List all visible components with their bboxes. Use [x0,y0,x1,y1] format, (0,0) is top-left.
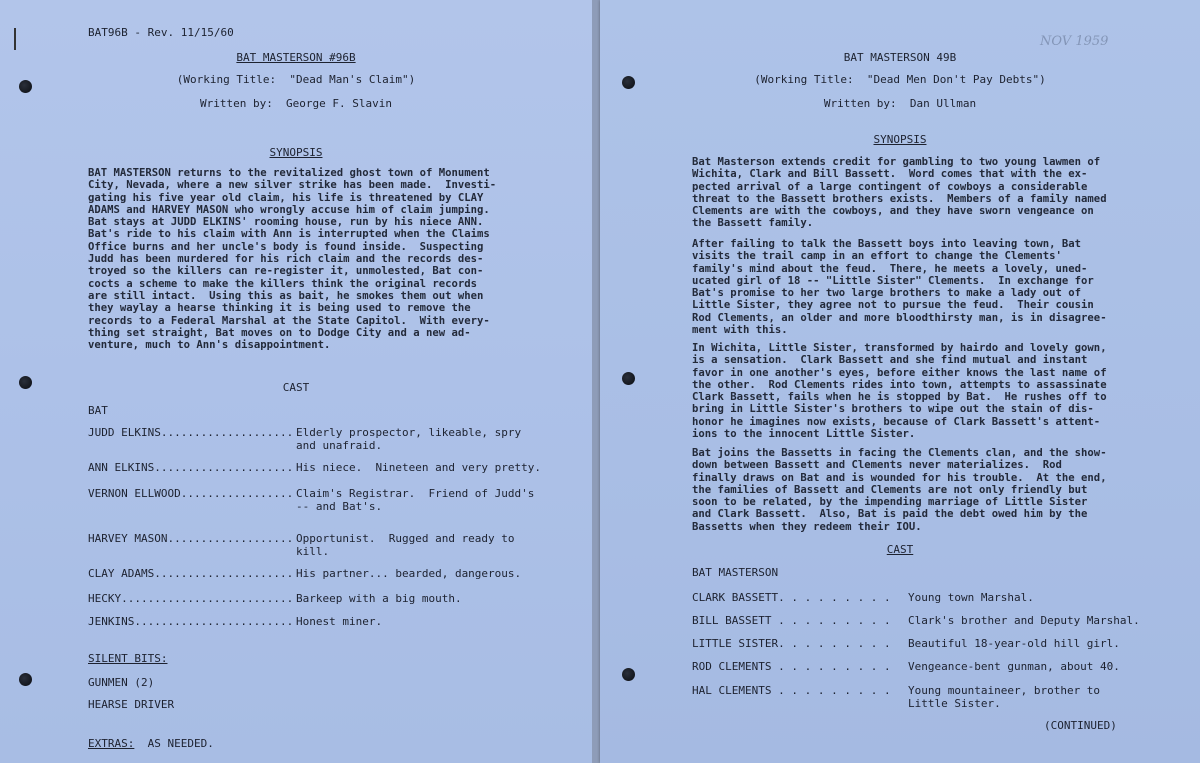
written-by: Written by: George F. Slavin [199,97,393,110]
cast-name: HARVEY MASON................... [88,532,294,545]
continued-label: (CONTINUED) [1044,719,1117,732]
cast-description: Barkeep with a big mouth. [296,592,462,605]
text-line: they waylay a hearse thinking it is being used to remove the [88,302,471,315]
text-line: Little Sister, they agree not to pursue the feud. Their cousin [692,299,1094,312]
text-line: bring in Little Sister's brothers to wipe out the stain of dis- [692,403,1094,416]
text-line: troyed so the killers can re-register it, unmolested, Bat con- [88,265,484,278]
cast-heading: CAST [886,543,914,556]
cast-description: Beautiful 18-year-old hill girl. [908,637,1120,650]
cast-description: Clark's brother and Deputy Marshal. [908,614,1140,627]
text-line: cocts a scheme to make the killers think the original records [88,277,478,290]
binder-hole [19,673,32,686]
cast-description: Opportunist. Rugged and ready to kill. [296,532,515,558]
text-line: ment with this. [692,324,788,337]
synopsis-heading: SYNOPSIS [873,133,927,146]
text-line: records to a Federal Marshal at the State Capitol. With every- [88,314,490,327]
text-line: the families of Bassett and Clements are not only friendly but [692,483,1088,496]
cast-description: Vengeance-bent gunman, about 40. [908,660,1120,673]
cast-description: His niece. Nineteen and very pretty. [296,461,542,474]
text-line: ADAMS and HARVEY MASON who wrongly accuse him of claim jumping. [88,203,490,216]
text-line: BAT MASTERSON returns to the revitalized ghost town of Monument [88,167,490,179]
cast-name: ANN ELKINS..................... [88,461,294,474]
text-line: ucated girl of 18 -- "Little Sister" Clements. In exchange for [692,274,1094,287]
synopsis-paragraph [692,156,1162,230]
silent-bits-label: SILENT BITS: [88,652,168,665]
text-line: Bassetts when they redeem their IOU. [692,520,922,533]
script-title: BAT MASTERSON 49B [843,51,957,64]
text-line: finally draws on Bat and is wounded for his trouble. At the end, [692,471,1107,484]
text-line: Wichita, Clark and Bill Bassett. Word comes that with the ex- [692,168,1088,181]
cast-name: HECKY.......................... [88,592,294,605]
extras-value: AS NEEDED. [147,737,214,750]
text-line: venture, much to Ann's disappointment. [88,339,331,352]
text-line: favor in one another's eyes, before either knows the last name of [692,366,1107,379]
text-line: Clark Bassett, fails when he is stopped by Bat. He rushes off to [692,391,1107,404]
text-line: After failing to talk the Bassett boys into leaving town, Bat [692,238,1082,250]
cast-description: Young town Marshal. [908,591,1034,604]
cast-description: Honest miner. [296,615,383,628]
text-line: soon to be related, by the impending marriage of Little Sister [692,496,1088,509]
cast-name: VERNON ELLWOOD................. [88,487,294,500]
cast-lead: BAT MASTERSON [692,566,779,579]
silent-bit-item: GUNMEN (2) [88,676,155,689]
revision-header: BAT96B - Rev. 11/15/60 [88,26,234,39]
text-line: Judd has been murdered for his rich claim and the records des- [88,253,484,266]
text-line: down between Bassett and Clements never materializes. Rod [692,459,1062,472]
text-line: threat to the Bassett brothers exists. Members of a family named [692,192,1107,205]
text-line: gating his five year old claim, his life is threatened by CLAY [88,191,484,204]
text-line: In Wichita, Little Sister, transformed by hairdo and lovely gown, [692,342,1107,354]
cast-name: HAL CLEMENTS . . . . . . . . . [692,684,891,697]
text-line: ions to the innocent Little Sister. [692,428,916,441]
cast-description: Elderly prospector, likeable, spry and unafraid. [296,426,522,452]
text-line: pected arrival of a large contingent of cowboys a considerable [692,180,1088,193]
synopsis-paragraph [692,447,1162,533]
text-line: Bat Masterson extends credit for gambling to two young lawmen of [692,156,1101,168]
text-line: thing set straight, Bat moves on to Dodge City and a new ad- [88,326,471,339]
text-line: visits the trail camp in an effort to change the Clements' [692,250,1062,263]
pencil-mark [14,28,16,50]
text-line: Rod Clements, an older and more bloodthirsty man, is in disagree- [692,311,1107,324]
extras-line [88,737,214,750]
binder-hole [622,372,635,385]
cast-name: BILL BASSETT . . . . . . . . . [692,614,891,627]
text-line: family's mind about the feud. There, he meets a lovely, uned- [692,262,1088,275]
text-line: Bat stays at JUDD ELKINS' rooming house, run by his niece ANN. [88,216,484,229]
text-line: and Clark Bassett. Also, Bat is paid the debt owed him by the [692,508,1088,521]
synopsis-paragraph [692,238,1162,336]
written-by: Written by: Dan Ullman [823,97,977,110]
text-line: Office burns and her uncle's body is found inside. Suspecting [88,240,484,253]
synopsis-paragraph [692,342,1162,440]
cast-name: CLARK BASSETT. . . . . . . . . [692,591,891,604]
text-line: Bat joins the Bassetts in facing the Clements clan, and the show- [692,447,1107,459]
page-gutter [592,0,600,763]
text-line: Clements are with the cowboys, and they have sworn vengeance on [692,205,1094,218]
cast-name: ROD CLEMENTS . . . . . . . . . [692,660,891,673]
synopsis-text [88,167,558,351]
synopsis-heading: SYNOPSIS [269,146,323,159]
cast-description: Young mountaineer, brother to Little Sister. [908,684,1101,710]
text-line: Bat's ride to his claim with Ann is interrupted when the Claims [88,228,490,241]
left-script-page [0,0,592,763]
text-line: honor he imagines now exists, because of Clark Bassett's attent- [692,415,1101,428]
cast-name: LITTLE SISTER. . . . . . . . . [692,637,891,650]
cast-description: His partner... bearded, dangerous. [296,567,522,580]
text-line: City, Nevada, where a new silver strike has been made. Investi- [88,179,497,192]
text-line: Bat's promise to her two large brothers to make a lady out of [692,287,1082,300]
binder-hole [622,668,635,681]
silent-bit-item: HEARSE DRIVER [88,698,175,711]
date-stamp: NOV 1959 [1040,34,1109,49]
text-line: the other. Rod Clements rides into town, attempts to assassinate [692,378,1107,391]
text-line: are still intact. Using this as bait, he smokes them out when [88,289,484,302]
right-script-page [600,0,1200,763]
working-title: (Working Title: "Dead Man's Claim") [176,73,416,86]
cast-name: JENKINS........................ [88,615,294,628]
cast-description: Claim's Registrar. Friend of Judd's -- and Bat's. [296,487,535,513]
text-line: is a sensation. Clark Bassett and she find mutual and instant [692,354,1088,367]
script-title: BAT MASTERSON #96B [236,51,356,64]
cast-heading: CAST [282,381,310,394]
cast-name: CLAY ADAMS..................... [88,567,294,580]
extras-label: EXTRAS: [88,737,135,750]
text-line: the Bassett family. [692,217,814,230]
working-title: (Working Title: "Dead Men Don't Pay Debts") [754,73,1046,86]
cast-name: JUDD ELKINS.................... [88,426,294,439]
cast-lead: BAT [88,404,108,417]
